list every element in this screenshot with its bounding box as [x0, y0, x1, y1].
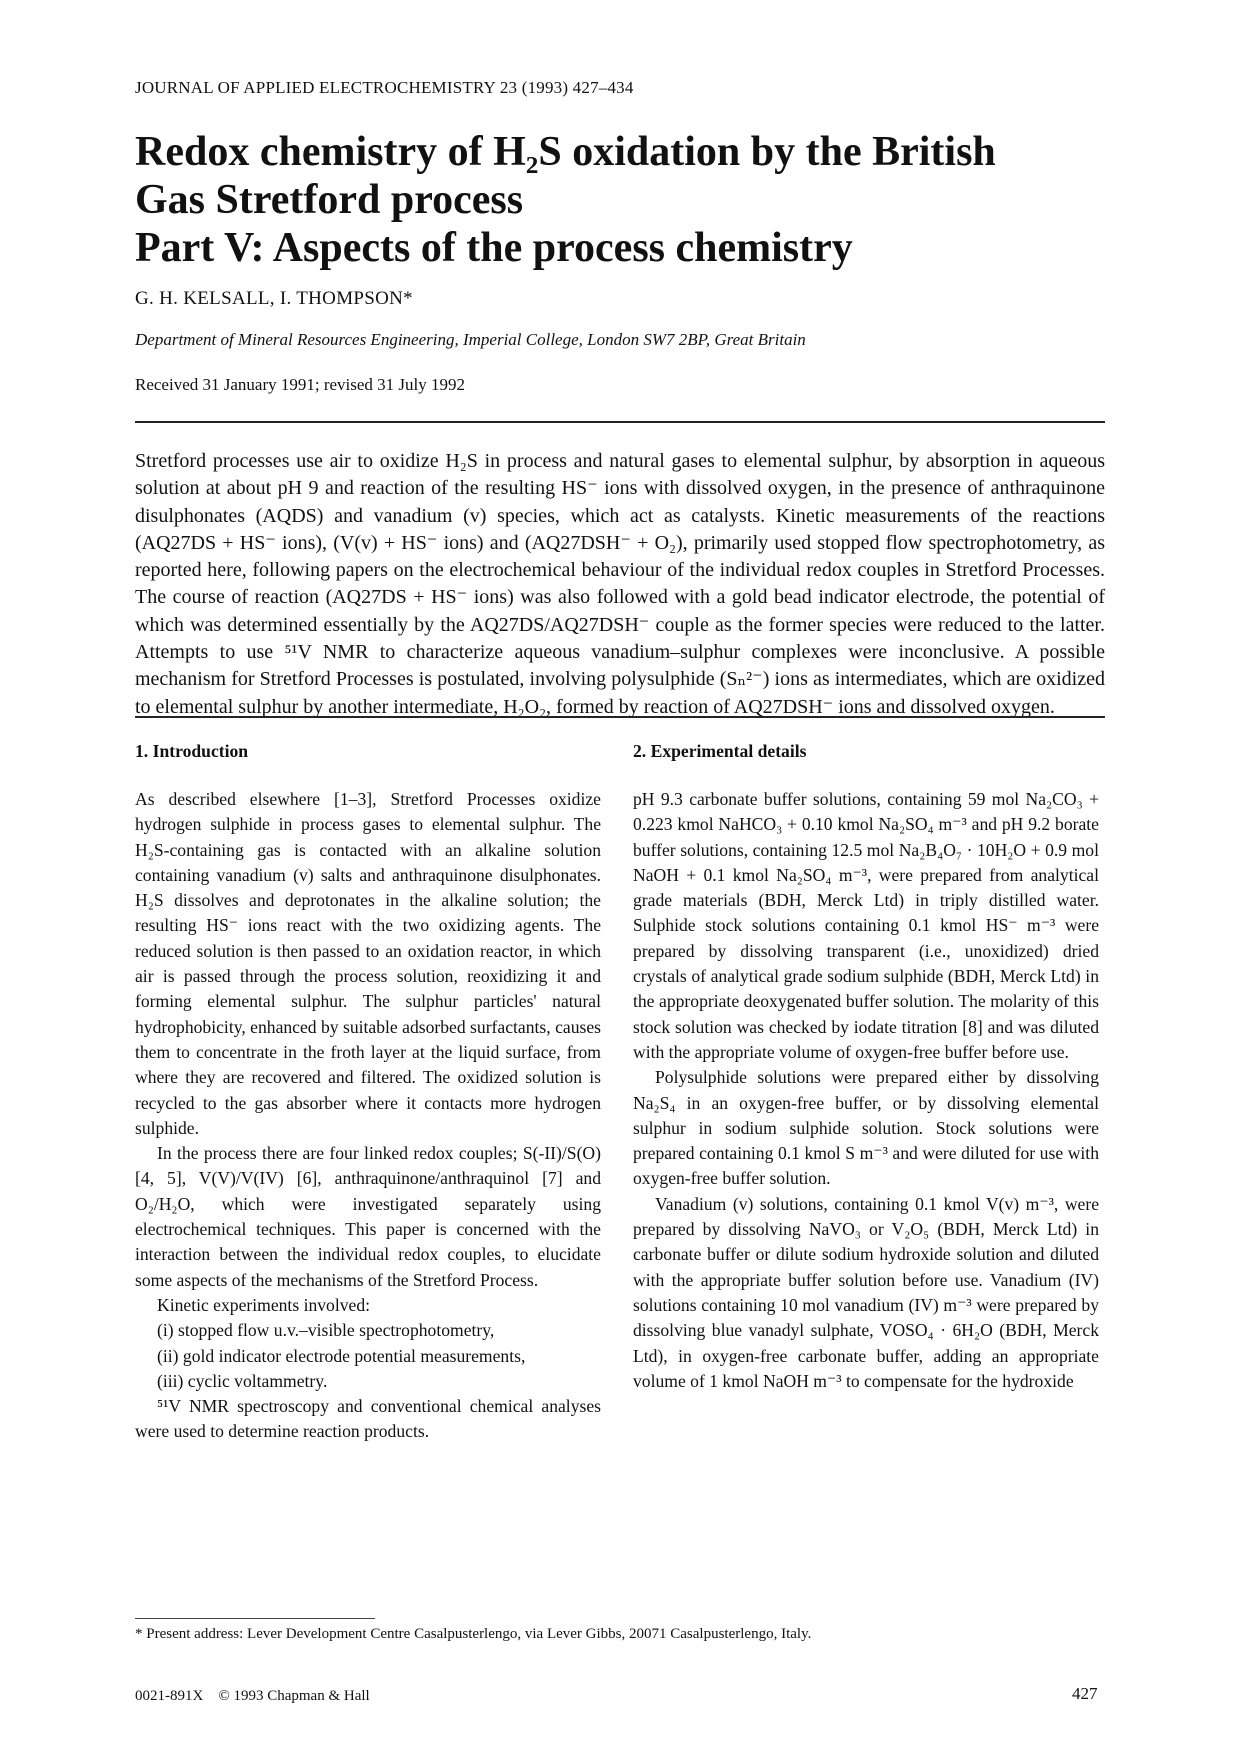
authors: G. H. KELSALL, I. THOMPSON*: [135, 288, 413, 309]
received-dates: Received 31 January 1991; revised 31 July 1992: [135, 375, 466, 394]
journal-header: JOURNAL OF APPLIED ELECTROCHEMISTRY 23 (1993) 427–434: [135, 78, 634, 97]
intro-paragraph-3: Kinetic experiments involved:: [157, 1294, 371, 1315]
section-heading-introduction: 1. Introduction: [135, 741, 249, 761]
list-item: (iii) cyclic voltammetry.: [157, 1370, 328, 1391]
footer-publication-info: [135, 1688, 370, 1705]
affiliation: Department of Mineral Resources Engineering, Imperial College, London SW7 2BP, Great Britain: [135, 330, 806, 349]
abstract: Stretford processes use air to oxidize H₂S in process and natural gases to elemental sulphur, by absorption in aqueous solution at about pH 9 and reaction of the resulting HS⁻ ions with dissolved oxygen, in the presence of anthraquinone disulphonates (AQDS) and vanadium (v) species, which act as catalysts. Kinetic measurements of the reactions (AQ27DS + HS⁻ ions), (V(v) + HS⁻ ions) and (AQ27DSH⁻ + O₂), primarily used stopped flow spectrophotometry, as reported here, following papers on the electrochemical behaviour of the individual redox couples in Stretford Processes. The course of reaction (AQ27DS + HS⁻ ions) was also followed with a gold bead indicator electrode, the potential of which was determined essentially by the AQ27DS/AQ27DSH⁻ couple as the former species were reduced to the latter. Attempts to use ⁵¹V NMR to characterize aqueous vanadium–sulphur complexes were inconclusive. A possible mechanism for Stretford Processes is postulated, involving polysulphide (Sₙ²⁻) ions as intermediates, which are oxidized to elemental sulphur by another intermediate, H₂O₂, formed by reaction of AQ27DSH⁻ ions and dissolved oxygen.: [135, 450, 1105, 718]
title-line-1: Redox chemistry of H₂S oxidation by the British: [135, 129, 996, 175]
issn: 0021-891X: [135, 1688, 204, 1704]
copyright: © 1993 Chapman & Hall: [218, 1688, 370, 1704]
divider-top: [135, 421, 1105, 423]
experimental-paragraph-3: Vanadium (v) solutions, containing 0.1 kmol V(v) m⁻³, were prepared by dissolving NaVO₃ or V₂O₅ (BDH, Merck Ltd) in carbonate buffer or dilute sodium hydroxide solution and diluted with the appropriate buffer solution before use. Vanadium (IV) solutions containing 10 mol vanadium (IV) m⁻³ were prepared by dissolving blue vanadyl sulphate, VOSO₄ · 6H₂O (BDH, Merck Ltd), in oxygen-free carbonate buffer, adding an appropriate volume of 1 kmol NaOH m⁻³ to compensate for the hydroxide: [633, 1193, 1099, 1391]
footnote-divider: [135, 1618, 375, 1619]
intro-paragraph-4: ⁵¹V NMR spectroscopy and conventional chemical analyses were used to determine reaction products.: [135, 1396, 601, 1442]
experimental-paragraph-2: Polysulphide solutions were prepared either by dissolving Na₂S₄ in an oxygen-free buffer, or by dissolving elemental sulphur in sodium sulphide solution. Stock solutions were prepared containing 0.1 kmol S m⁻³ and were diluted for use with oxygen-free buffer solution.: [633, 1067, 1099, 1189]
article-title: [135, 128, 1135, 272]
title-line-2: Gas Stretford process: [135, 177, 524, 223]
kinetic-experiments-list: [135, 1318, 601, 1394]
page-number: 427: [1072, 1684, 1098, 1703]
intro-paragraph-1: As described elsewhere [1–3], Stretford Processes oxidize hydrogen sulphide in process gases to elemental sulphur. The H₂S-containing gas is contacted with an alkaline solution containing vanadium (v) salts and anthraquinone disulphonates. H₂S dissolves and deprotonates in the alkaline solution; the resulting HS⁻ ions react with the two oxidizing agents. The reduced solution is then passed to an oxidation reactor, in which air is passed through the process solution, reoxidizing it and forming elemental sulphur. The sulphur particles' natural hydrophobicity, enhanced by suitable adsorbed surfactants, causes them to concentrate in the froth layer at the liquid surface, from where they are recovered and filtered. The oxidized solution is recycled to the gas absorber where it contacts more hydrogen sulphide.: [135, 789, 601, 1138]
title-line-3: Part V: Aspects of the process chemistry: [135, 225, 853, 271]
divider-bottom: [135, 716, 1105, 718]
list-item: (i) stopped flow u.v.–visible spectrophotometry,: [157, 1320, 495, 1341]
section-heading-experimental: 2. Experimental details: [633, 741, 807, 761]
column-right: [633, 740, 1099, 1394]
list-item: (ii) gold indicator electrode potential measurements,: [157, 1345, 526, 1366]
footnote: * Present address: Lever Development Centre Casalpusterlengo, via Lever Gibbs, 20071 Casalpusterlengo, Italy.: [135, 1626, 812, 1642]
column-left: [135, 740, 601, 1445]
intro-paragraph-2: In the process there are four linked redox couples; S(-II)/S(O) [4, 5], V(V)/V(IV) [6], anthraquinone/anthraquinol [7] and O₂/H₂O, which were investigated separately using electrochemical techniques. This paper is concerned with the interaction between the individual redox couples, to elucidate some aspects of the mechanisms of the Stretford Process.: [135, 1143, 601, 1290]
experimental-paragraph-1: pH 9.3 carbonate buffer solutions, containing 59 mol Na₂CO₃ + 0.223 kmol NaHCO₃ + 0.10 kmol Na₂SO₄ m⁻³ and pH 9.2 borate buffer solutions, containing 12.5 mol Na₂B₄O₇ · 10H₂O + 0.9 mol NaOH + 0.1 kmol Na₂SO₄ m⁻³, were prepared from analytical grade materials (BDH, Merck Ltd) in triply distilled water. Sulphide stock solutions containing 0.1 kmol HS⁻ m⁻³ were prepared by dissolving transparent (i.e., unoxidized) dried crystals of analytical grade sodium sulphide (BDH, Merck Ltd) in the appropriate deoxygenated buffer solution. The molarity of this stock solution was checked by iodate titration [8] and was diluted with the appropriate volume of oxygen-free buffer before use.: [633, 789, 1099, 1062]
